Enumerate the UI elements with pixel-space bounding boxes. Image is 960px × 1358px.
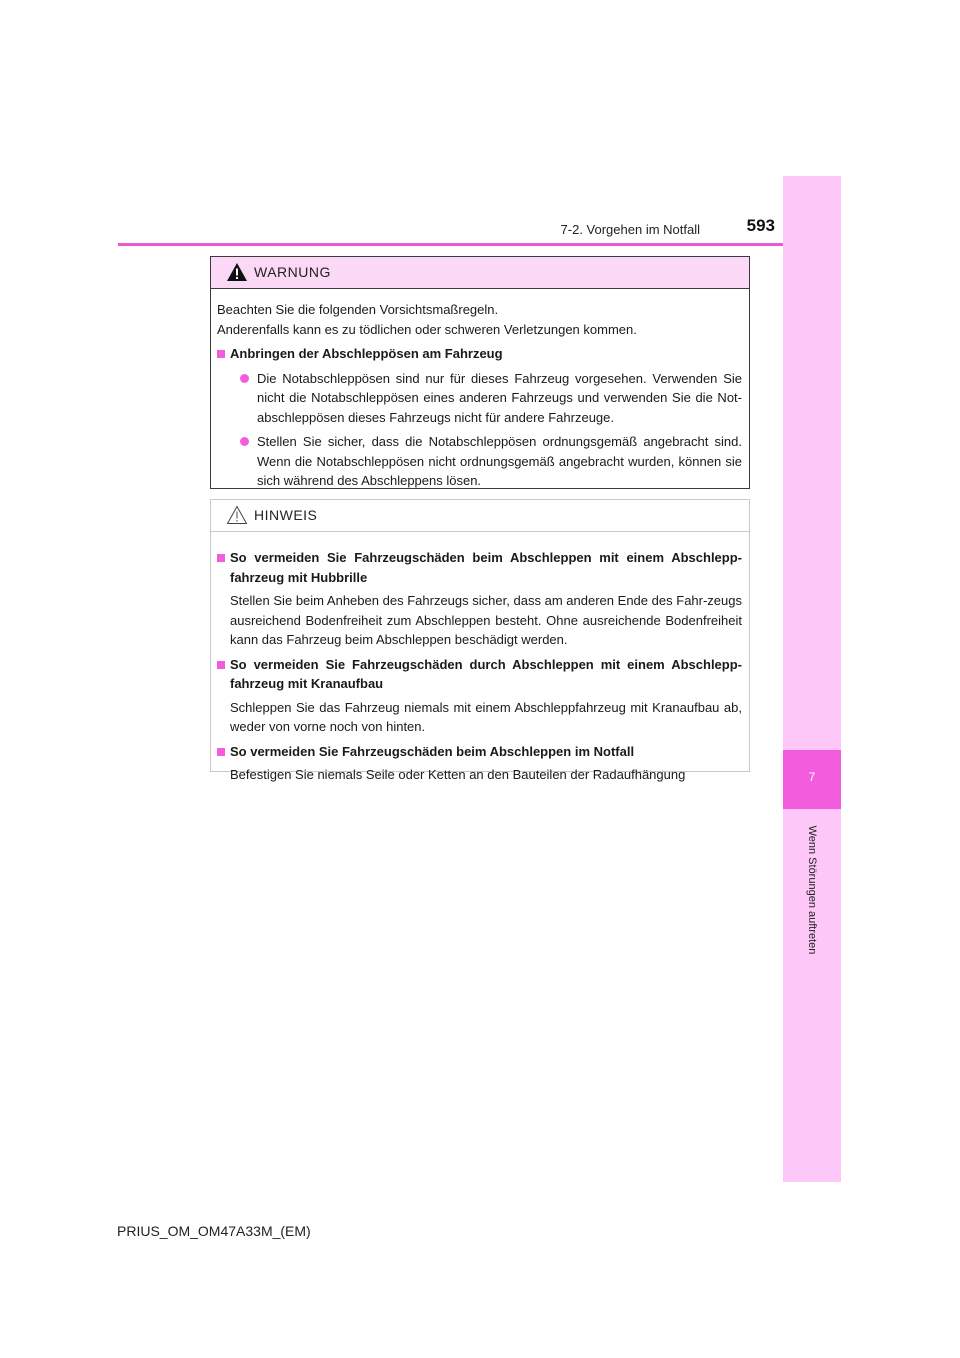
caution-triangle-outline-icon	[226, 505, 248, 525]
header-divider	[118, 243, 840, 246]
notice-paragraph: Befestigen Sie niemals Seile oder Ketten an den Bauteilen der Radaufhängung	[230, 767, 686, 782]
square-bullet-icon	[217, 554, 225, 562]
chapter-number: 7	[808, 770, 816, 784]
notice-title: HINWEIS	[254, 507, 318, 523]
warning-header	[211, 257, 749, 289]
warning-body	[211, 289, 749, 491]
warning-bullet	[217, 432, 742, 491]
notice-paragraph: Stellen Sie beim Anheben des Fahrzeugs sicher, dass am anderen Ende des Fahr-zeugs ausreichend Bodenfreiheit zum Abschleppen besteht. Ohne ausreichende Bodenfreiheit kann das Fahrzeug beim Abschleppen beschädigt werden.	[230, 593, 742, 647]
notice-heading-text: So vermeiden Sie Fahrzeugschäden beim Abschleppen im Notfall	[230, 743, 635, 759]
round-bullet-icon	[240, 437, 249, 446]
round-bullet-icon	[240, 374, 249, 383]
warning-intro-2: Anderenfalls kann es zu tödlichen oder schweren Verletzungen kommen.	[217, 321, 637, 337]
warning-bullet-text: Stellen Sie sicher, dass die Notabschleppösen ordnungsgemäß angebracht sind. Wenn die Notabschleppösen nicht ordnungsgemäß angebracht wurden, können sie sich während des Abschleppens lösen.	[257, 434, 742, 488]
warning-triangle-icon	[226, 262, 248, 282]
square-bullet-icon	[217, 748, 225, 756]
warning-intro-1: Beachten Sie die folgenden Vorsichtsmaßregeln.	[217, 302, 499, 317]
square-bullet-icon	[217, 350, 225, 358]
square-bullet-icon	[217, 661, 225, 669]
warning-heading	[217, 344, 742, 364]
notice-paragraph: Schleppen Sie das Fahrzeug niemals mit einem Abschleppfahrzeug mit Kranaufbau ab, weder von vorne noch von hinten.	[230, 699, 742, 734]
page-number: 593	[746, 216, 775, 235]
warning-box	[210, 256, 750, 489]
notice-heading-text: So vermeiden Sie Fahrzeugschäden durch Abschleppen mit einem Abschlepp-fahrzeug mit Kranaufbau	[230, 656, 742, 691]
warning-title: WARNUNG	[254, 264, 331, 280]
notice-body	[211, 532, 749, 785]
notice-heading-text: So vermeiden Sie Fahrzeugschäden beim Abschleppen mit einem Abschlepp-fahrzeug mit Hubbrille	[230, 550, 742, 585]
chapter-side-tab	[783, 176, 841, 1182]
notice-header	[211, 500, 749, 532]
notice-heading	[217, 742, 742, 762]
section-title: 7-2. Vorgehen im Notfall	[560, 222, 700, 237]
notice-box	[210, 499, 750, 782]
warning-bullet-text: Die Notabschleppösen sind nur für dieses Fahrzeug vorgesehen. Verwenden Sie nicht die Notabschleppösen eines anderen Fahrzeugs und verwenden Sie die Not-abschleppösen dieses Fahrzeugs nicht für andere Fahrzeuge.	[257, 370, 742, 425]
notice-heading	[217, 548, 742, 587]
document-code: PRIUS_OM_OM47A33M_(EM)	[117, 1223, 311, 1239]
warning-heading-text: Anbringen der Abschleppösen am Fahrzeug	[230, 346, 503, 361]
warning-bullet	[217, 369, 742, 428]
notice-heading	[217, 655, 742, 694]
chapter-label: Wenn Störungen auftreten	[806, 825, 818, 955]
